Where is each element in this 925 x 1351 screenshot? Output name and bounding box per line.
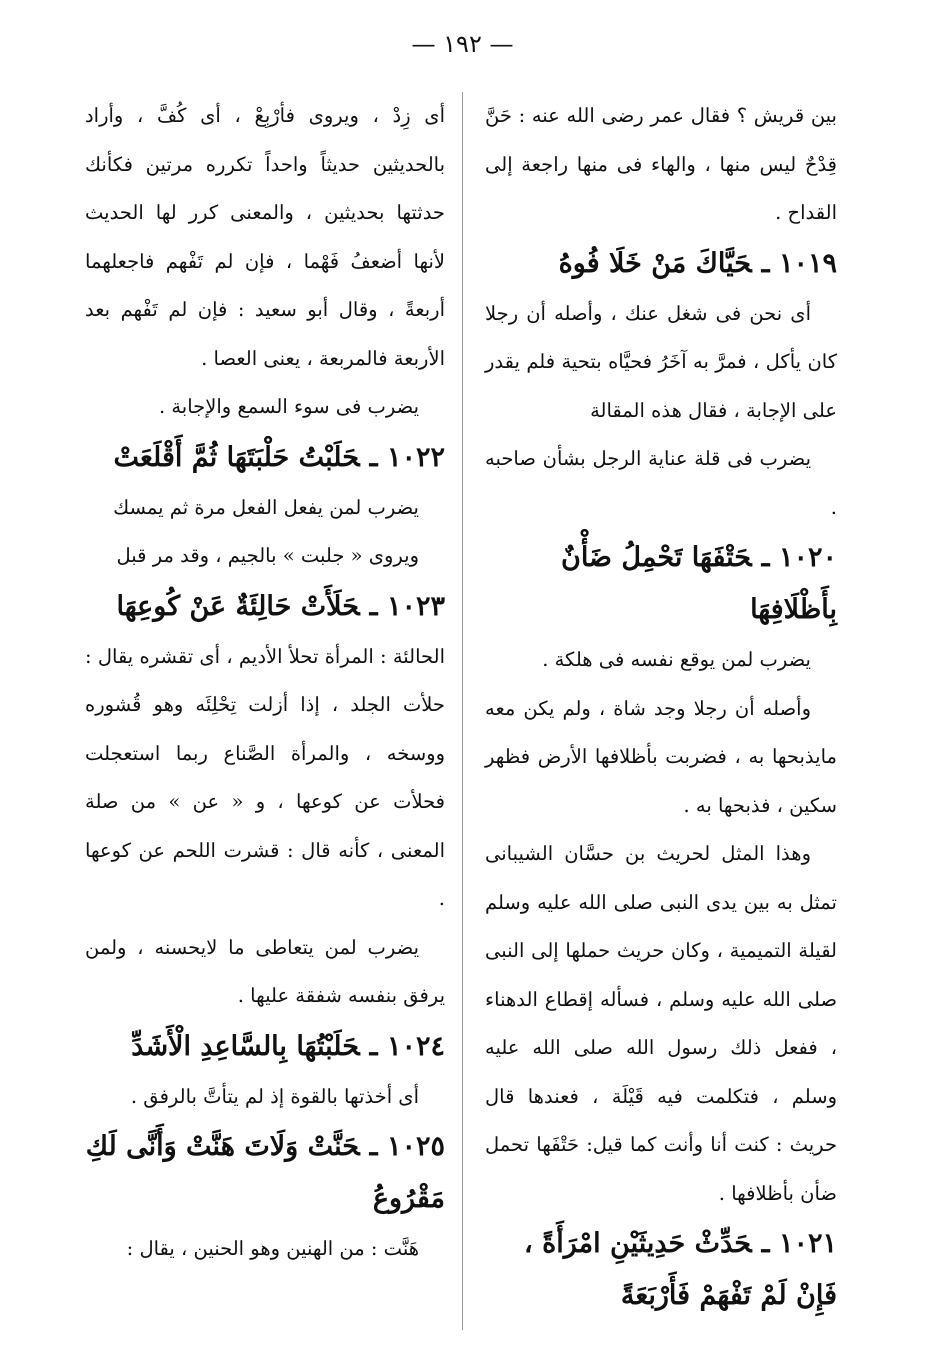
page-number: — ١٩٢ — (411, 30, 514, 58)
proverb-heading (85, 432, 445, 484)
proverb-number: ١٠١٩ ـ (761, 247, 837, 279)
proverb-text: حَيَّاكَ مَنْ خَلَا فُوهُ (558, 247, 752, 279)
commentary-paragraph: ويروى « جلبت » بالجيم ، وقد مر قبل (116, 544, 419, 567)
proverb-text: حَلَبْتُ حَلْبَتَهَا ثُمَّ أَقْلَعَتْ (113, 441, 360, 473)
commentary-paragraph: يضرب لمن يتعاطى ما لايحسنه ، ولمن يرفق بنفسه شفقة عليها . (85, 935, 445, 1007)
commentary-paragraph: يضرب فى سوء السمع والإجابة . (158, 395, 419, 418)
proverb-text: حَلَبْتُهَا بِالسَّاعِدِ الْأَشَدِّ (131, 1030, 360, 1062)
proverb-text: حَدِّثْ حَدِيثَيْنِ امْرَأَةً ، فَإِنْ لَمْ تَفْهَمْ فَأَرْبَعَةً (524, 1228, 837, 1311)
left-column (85, 92, 445, 1274)
commentary-paragraph: وأصله أن رجلا وجد شاة ، ولم يكن معه مايذبحها به ، فضربت بأظلافها الأرض فظهر سكين ، فذبحها به . (485, 696, 837, 817)
proverb-heading (85, 1121, 445, 1225)
proverb-number: ١٠٢٤ ـ (369, 1030, 445, 1062)
commentary-paragraph: الحالئة : المرأة تحلأ الأديم ، أى تقشره يقال : حلأت الجلد ، إذا أزلت تِحْلِئَه وهو قُشوره ووسخه ، والمرأة الصَّناع ربما استعجلت فحلأت عن كوعها ، و « عن » من صلة المعنى ، كأنه قال : قشرت اللحم عن كوعها . (85, 644, 445, 910)
commentary-paragraph: يضرب لمن يوقع نفسه فى هلكة . (542, 648, 811, 671)
proverb-number: ١٠٢٥ ـ (369, 1131, 445, 1162)
proverb-heading (485, 532, 837, 636)
commentary-paragraph: وهذا المثل لحريث بن حسَّان الشيبانى تمثل به بين يدى النبى صلى الله عليه وسلم لقيلة التميمية ، وكان حريث حملها إلى النبى صلى الله عليه وسلم ، فسأله إقطاع الدهناء ، ففعل ذلك رسول الله صلى الله عليه وسلم ، فتكلمت فيه قَيْلَة ، فعندها قال حريث : كنت أنا وأنت كما قيل: حَتْفَها تحمل ضأن بأظلافها . (485, 842, 837, 1205)
commentary-paragraph: يضرب فى قلة عناية الرجل بشأن صاحبه . (485, 447, 837, 519)
proverb-text: حَتْفَهَا تَحْمِلُ ضَأْنٌ بِأَظْلَافِهَا (560, 542, 837, 625)
proverb-heading (485, 238, 837, 290)
proverb-number: ١٠٢٠ ـ (761, 542, 837, 573)
proverb-number: ١٠٢١ ـ (761, 1228, 837, 1259)
commentary-paragraph: يضرب لمن يفعل الفعل مرة ثم يمسك (113, 495, 419, 519)
proverb-heading (85, 581, 445, 633)
proverb-heading (85, 1021, 445, 1073)
commentary-paragraph: هَنَّت : من الهنين وهو الحنين ، يقال : (126, 1237, 419, 1260)
commentary-paragraph: أى أخذتها بالقوة إذ لم يتأتَّ بالرفق . (130, 1084, 419, 1108)
right-column (485, 92, 837, 1322)
proverb-text: حَنَّتْ وَلَاتَ هَنَّتْ وَأَنَّى لَكِ مَقْرُوعُ (85, 1131, 445, 1214)
proverb-number: ١٠٢٣ ـ (369, 590, 445, 622)
proverb-text: حَلَأَتْ حَالِئَةٌ عَنْ كُوعِهَا (116, 590, 360, 622)
commentary-paragraph: بين قريش ؟ فقال عمر رضى الله عنه : حَنَّ قِدْحٌ ليس منها ، والهاء فى منها راجعة إلى القداح . (485, 104, 837, 224)
proverb-number: ١٠٢٢ ـ (369, 441, 445, 473)
column-divider (462, 92, 463, 1330)
proverb-heading (485, 1218, 837, 1322)
commentary-paragraph: أى زِدْ ، ويروى فأرْبِعْ ، أى كُفَّ ، وأراد بالحديثين حديثاً واحداً تكرره مرتين فكأنك حدثتها بحديثين ، والمعنى كرر لها الحديث لأنها أضعفُ فَهْما ، فإن لم تَفْهم فاجعلهما أربعةً ، وقال أبو سعيد : فإن لم تَفْهم بعد الأربعة فالمربعة ، يعنى العصا . (85, 104, 445, 370)
commentary-paragraph: أى نحن فى شغل عنك ، وأصله أن رجلا كان يأكل ، فمرَّ به آخَرُ فحيَّاه بتحية فلم يقدر على الإجابة ، فقال هذه المقالة (485, 301, 837, 422)
